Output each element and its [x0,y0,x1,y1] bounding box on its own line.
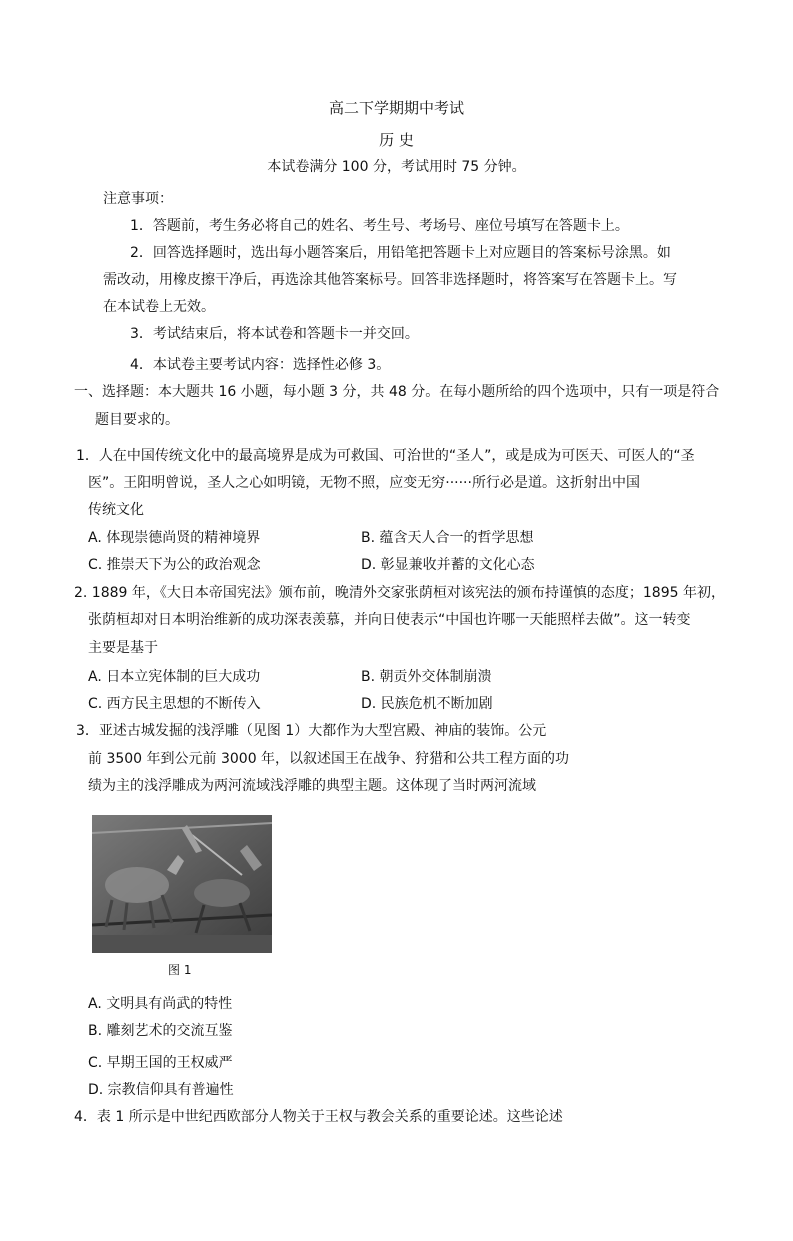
q2-option-c: C. 西方民主思想的不断传入 [88,696,261,712]
q2-option-d: D. 民族危机不断加剧 [361,696,493,712]
q3-stem-line-1: 3．亚述古城发掘的浅浮雕（见图 1）大都作为大型宫殿、神庙的装饰。公元 [76,723,547,739]
q2-option-b: B. 朝贡外交体制崩溃 [361,669,492,685]
q3-option-d: D. 宗教信仰具有普遍性 [88,1082,234,1098]
subject-title: 历 史 [379,131,414,149]
q3-option-a: A. 文明具有尚武的特性 [88,996,233,1012]
q1-option-b: B. 蕴含天人合一的哲学思想 [361,530,534,546]
notice-item-2-line-1: 2．回答选择题时，选出每小题答案后，用铅笔把答题卡上对应题目的答案标号涂黑。如 [130,245,671,261]
notice-heading: 注意事项： [103,191,173,207]
q1-option-d: D. 彰显兼收并蓄的文化心态 [361,557,535,573]
notice-item-1: 1．答题前，考生务必将自己的姓名、考生号、考场号、座位号填写在答题卡上。 [130,218,629,234]
q1-option-a: A. 体现崇德尚贤的精神境界 [88,530,261,546]
notice-item-2-line-3: 在本试卷上无效。 [103,299,215,315]
section-1-intro-line-2: 题目要求的。 [95,412,179,428]
q4-stem-line-1: 4．表 1 所示是中世纪西欧部分人物关于王权与教会关系的重要论述。这些论述 [74,1109,563,1125]
q1-option-c: C. 推崇天下为公的政治观念 [88,557,261,573]
notice-item-4: 4．本试卷主要考试内容：选择性必修 3。 [130,357,391,373]
notice-item-2-line-2: 需改动，用橡皮擦干净后，再选涂其他答案标号。回答非选择题时，将答案写在答题卡上。写 [103,272,677,288]
q2-option-a: A. 日本立宪体制的巨大成功 [88,669,261,685]
q1-stem-line-2: 医”。王阳明曾说，圣人之心如明镜，无物不照，应变无穷······所行必是道。这折射出中国 [88,475,640,491]
q2-stem-line-3: 主要是基于 [88,640,158,656]
q3-stem-line-2: 前 3500 年到公元前 3000 年，以叙述国王在战争、狩猎和公共工程方面的功 [88,751,570,767]
exam-info: 本试卷满分 100 分，考试用时 75 分钟。 [267,159,526,175]
bas-relief-image [92,815,272,953]
figure-1-caption: 图 1 [168,963,192,977]
q2-stem-line-2: 张荫桓却对日本明治维新的成功深表羡慕，并向日使表示“中国也许哪一天能照样去做”。这一转变 [88,612,691,628]
q1-stem-line-1: 1．人在中国传统文化中的最高境界是成为可救国、可治世的“圣人”，或是成为可医天、可医人的“圣 [76,448,695,464]
q1-stem-line-3: 传统文化 [88,502,144,518]
notice-item-3: 3．考试结束后，将本试卷和答题卡一并交回。 [130,326,419,342]
q3-option-b: B. 雕刻艺术的交流互鉴 [88,1023,233,1039]
bas-relief-illustration [92,815,272,953]
q2-stem-line-1: 2. 1889 年，《大日本帝国宪法》颁布前，晚清外交家张荫桓对该宪法的颁布持谨慎的态度；1895 年初， [74,585,725,601]
exam-title: 高二下学期期中考试 [328,99,464,117]
q3-option-c: C. 早期王国的王权威严 [88,1055,233,1071]
q3-stem-line-3: 绩为主的浅浮雕成为两河流域浅浮雕的典型主题。这体现了当时两河流域 [88,778,536,794]
section-1-intro-line-1: 一、选择题：本大题共 16 小题，每小题 3 分，共 48 分。在每小题所给的四个选项中，只有一项是符合 [74,384,720,400]
